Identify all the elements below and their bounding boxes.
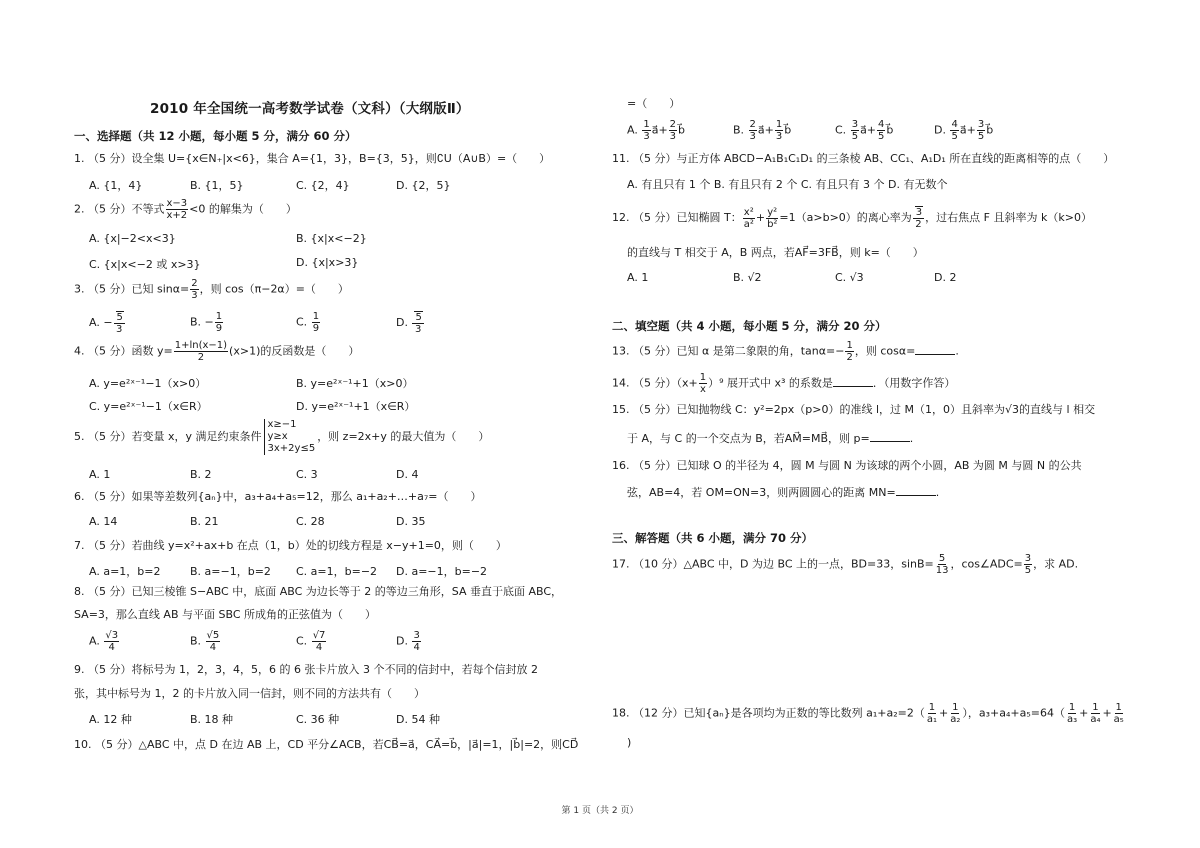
question-17: 17. （10 分）△ABC 中，D 为边 BC 上的一点，BD=33，sinB= $\frac{5}{13}$ ，cos∠ADC= $\frac{3}{5}$ ，求 AD. [612, 553, 1079, 576]
question-15-line-1: 15. （5 分）已知抛物线 C：y²=2px（p>0）的准线 l，过 M（1，0）且斜率为√3的直线与 l 相交 [612, 403, 1096, 416]
q4-option-c: C. y=e²ˣ⁻¹−1（x∈R） [89, 400, 208, 413]
q3-option-c: C. $\frac{1}{9}$ [296, 311, 320, 334]
q10-option-b: B. $\frac{2}{3}$ a⃗+ $\frac{1}{3}$ b⃗ [733, 119, 792, 142]
q1-option-d: D. {2，5} [396, 179, 451, 192]
answer-blank [870, 431, 910, 442]
page-footer: 第 1 页（共 2 页） [561, 806, 639, 816]
question-3: 3. （5 分）已知 sinα= $\frac{2}{3}$ ，则 cos（π−2α）=（ ） [74, 278, 349, 301]
q8-option-a: A. $\frac{√3}{4}$ [89, 630, 119, 653]
q1-option-c: C. {2，4} [296, 179, 350, 192]
q9-option-a: A. 12 种 [89, 713, 132, 726]
q9-option-c: C. 36 种 [296, 713, 340, 726]
q12-option-d: D. 2 [934, 271, 957, 284]
question-12-line-2: 的直线与 T 相交于 A，B 两点，若AF⃗=3FB⃗，则 k=（ ） [627, 246, 924, 259]
q10-option-a: A. $\frac{1}{3}$ a⃗+ $\frac{2}{3}$ b⃗ [627, 119, 686, 142]
q8-option-c: C. $\frac{√7}{4}$ [296, 630, 326, 653]
question-10: 10. （5 分）△ABC 中，点 D 在边 AB 上，CD 平分∠ACB，若CB⃗=a⃗，CA⃗=b⃗，|a⃗|=1，|b⃗|=2，则CD⃗ [74, 738, 579, 751]
q1-option-a: A. {1，4} [89, 179, 143, 192]
q10-option-d: D. $\frac{4}{5}$ a⃗+ $\frac{3}{5}$ b⃗ [934, 119, 994, 142]
question-6: 6. （5 分）如果等差数列{aₙ}中，a₃+a₄+a₅=12，那么 a₁+a₂+…+a₇=（ ） [74, 490, 482, 503]
q5-option-c: C. 3 [296, 468, 318, 481]
q9-option-b: B. 18 种 [190, 713, 234, 726]
q5-option-d: D. 4 [396, 468, 419, 481]
section-solve-heading: 三、解答题（共 6 小题，满分 70 分） [612, 531, 814, 545]
q6-option-b: B. 21 [190, 515, 219, 528]
q6-option-c: C. 28 [296, 515, 325, 528]
q7-option-c: C. a=1，b=−2 [296, 565, 378, 578]
question-15-line-2: 于 A，与 C 的一个交点为 B，若AM⃗=MB⃗，则 p= . [627, 432, 914, 445]
section-choice-heading: 一、选择题（共 12 小题，每小题 5 分，满分 60 分） [74, 129, 357, 143]
q5-option-a: A. 1 [89, 468, 111, 481]
q7-option-d: D. a=−1，b=−2 [396, 565, 488, 578]
q2-option-b: B. {x|x<−2} [296, 232, 367, 245]
q12-option-b: B. √2 [733, 271, 762, 284]
q8-option-b: B. $\frac{√5}{4}$ [190, 630, 220, 653]
q1-option-b: B. {1，5} [190, 179, 244, 192]
q2-option-c: C. {x|x<−2 或 x>3} [89, 258, 201, 271]
question-5: 5. （5 分）若变量 x，y 满足约束条件x≥−1 y≥x 3x+2y≤5，则 z=2x+y 的最大值为（ ） [74, 419, 490, 454]
q10-option-c: C. $\frac{3}{5}$ a⃗+ $\frac{4}{5}$ b⃗ [835, 119, 894, 142]
question-9-line-1: 9. （5 分）将标号为 1，2，3，4，5，6 的 6 张卡片放入 3 个不同的信封中，若每个信封放 2 [74, 663, 538, 676]
q3-option-d: D. $\frac{5}{3}$ [396, 312, 422, 335]
constraint-system: x≥−1 y≥x 3x+2y≤5 [264, 419, 316, 455]
q4-option-d: D. y=e²ˣ⁻¹+1（x∈R） [296, 400, 416, 413]
q2-option-d: D. {x|x>3} [296, 256, 359, 269]
q4-option-b: B. y=e²ˣ⁻¹+1（x>0） [296, 377, 414, 390]
q2-option-a: A. {x|−2<x<3} [89, 232, 176, 245]
q8-option-d: D. $\frac{3}{4}$ [396, 630, 420, 653]
question-11: 11. （5 分）与正方体 ABCD−A₁B₁C₁D₁ 的三条棱 AB、CC₁、A₁D₁ 所在直线的距离相等的点（ ） [612, 152, 1115, 165]
question-16-line-1: 16. （5 分）已知球 O 的半径为 4，圆 M 与圆 N 为该球的两个小圆，AB 为圆 M 与圆 N 的公共 [612, 459, 1082, 472]
answer-blank [896, 485, 936, 496]
q4-option-a: A. y=e²ˣ⁻¹−1（x>0） [89, 377, 207, 390]
question-7: 7. （5 分）若曲线 y=x²+ax+b 在点（1，b）处的切线方程是 x−y+1=0，则（ ） [74, 539, 507, 552]
question-10-continued: =（ ） [627, 97, 681, 110]
question-8-line-1: 8. （5 分）已知三棱锥 S−ABC 中，底面 ABC 为边长等于 2 的等边三角形，SA 垂直于底面 ABC， [74, 585, 563, 598]
q12-option-c: C. √3 [835, 271, 864, 284]
answer-blank [833, 376, 873, 387]
question-14: 14. （5 分）（x+ $\frac{1}{x}$ ）⁹ 展开式中 x³ 的系数是 ．（用数字作答） [612, 372, 956, 395]
question-1: 1. （5 分）设全集 U={x∈N₊|x<6}，集合 A={1，3}，B={3，5}，则∁U（A∪B）=（ ） [74, 152, 551, 165]
q7-option-a: A. a=1，b=2 [89, 565, 161, 578]
question-8-line-2: SA=3，那么直线 AB 与平面 SBC 所成角的正弦值为（ ） [74, 608, 376, 621]
question-18: 18. （12 分）已知{aₙ}是各项均为正数的等比数列 a₁+a₂=2（ $\frac{1}{\text{a₁}}$ + $\frac{1}{\text{a₂}}$ ），a₃+a₄+a₅=64（ $\frac{1}{\text{a₃}}$ + $\frac{1}{\text{a₄}}$ + $\frac{1}{\text{a₅}}$ [612, 702, 1124, 725]
question-2: 2. （5 分）不等式 $\frac{x-3}{x+2}$ <0 的解集为（ ） [74, 198, 297, 221]
question-13: 13. （5 分）已知 α 是第二象限的角，tanα=− $\frac{1}{2}$ ，则 cosα= . [612, 340, 959, 363]
q9-option-d: D. 54 种 [396, 713, 440, 726]
question-12: 12. （5 分）已知椭圆 T： $\frac{\text{x²}}{\text{a²}}$ + $\frac{\text{y²}}{\text{b²}}$ =1（a>b>0）的离心率为 $\frac{3}{2}$ ，过右焦点 F 且斜率为 k（k>0） [612, 206, 1092, 230]
q6-option-d: D. 35 [396, 515, 426, 528]
q6-option-a: A. 14 [89, 515, 118, 528]
q5-option-b: B. 2 [190, 468, 212, 481]
question-16-line-2: 弦，AB=4，若 OM=ON=3，则两圆圆心的距离 MN= . [627, 486, 940, 499]
question-18-close: ) [627, 736, 632, 749]
question-9-line-2: 张，其中标号为 1，2 的卡片放入同一信封，则不同的方法共有（ ） [74, 687, 425, 700]
q7-option-b: B. a=−1，b=2 [190, 565, 271, 578]
q12-option-a: A. 1 [627, 271, 649, 284]
q3-option-b: B. − $\frac{1}{9}$ [190, 311, 223, 334]
question-4: 4. （5 分）函数 y= $\frac{1+\ln(x-1)}{2}$ (x>1)的反函数是（ ） [74, 340, 360, 363]
q3-option-a: A. − $\frac{5}{3}$ [89, 312, 123, 335]
q11-options: A. 有且只有 1 个 B. 有且只有 2 个 C. 有且只有 3 个 D. 有无数个 [627, 178, 948, 191]
answer-blank [915, 344, 955, 355]
page-title: 2010 年全国统一高考数学试卷（文科）（大纲版Ⅱ） [150, 101, 470, 117]
section-fill-heading: 二、填空题（共 4 小题，每小题 5 分，满分 20 分） [612, 319, 887, 333]
